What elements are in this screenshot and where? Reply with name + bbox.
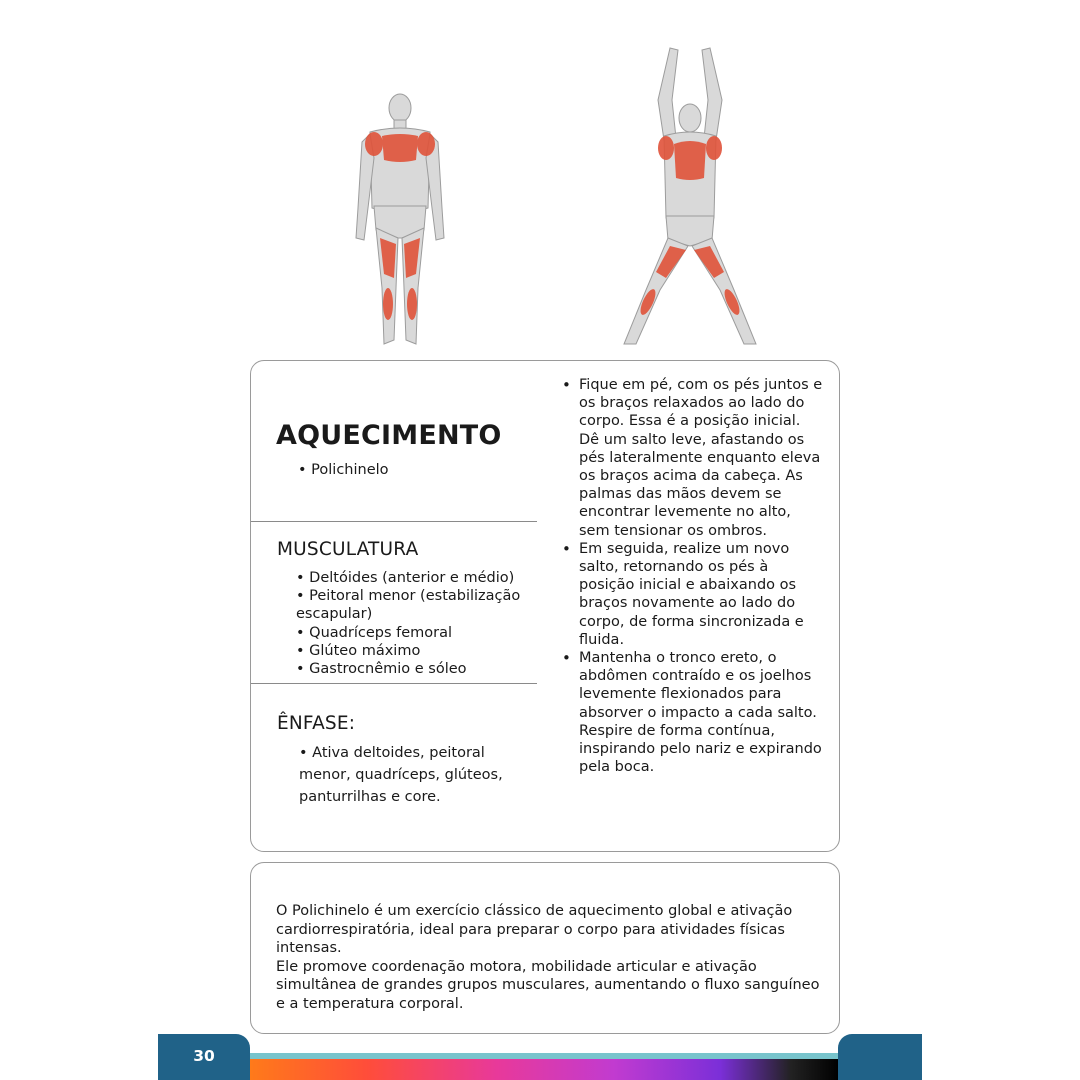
- muscle-list: [294, 569, 534, 678]
- instruction-item: • Em seguida, realize um novo salto, retornando os pés à posição inicial e abaixando os braços novamente ao lado do corpo, de forma sincronizada e fluida.: [562, 540, 824, 649]
- muscle-item: • Quadríceps femoral: [296, 624, 453, 641]
- divider-top: [251, 521, 537, 522]
- muscle-item: • Glúteo máximo: [296, 642, 421, 659]
- standing-figure-illustration: [340, 88, 460, 352]
- musculatura-heading: MUSCULATURA: [277, 539, 419, 560]
- page-number: 30: [193, 1047, 215, 1065]
- muscle-item: • Peitoral menor (estabilização escapular): [296, 588, 521, 623]
- section-title: AQUECIMENTO: [276, 420, 502, 451]
- exercise-name: • Polichinelo: [298, 462, 389, 478]
- enfase-heading: ÊNFASE:: [277, 713, 356, 734]
- footer-gradient-band: [250, 1059, 838, 1080]
- instruction-item: • Mantenha o tronco ereto, o abdômen contraído e os joelhos levemente flexionados para absorver o impacto a cada salto. Respire de forma contínua, inspirando pelo nariz e expirando pela boca.: [562, 649, 824, 776]
- divider-bottom: [251, 683, 537, 684]
- muscle-item: • Gastrocnêmio e sóleo: [296, 661, 467, 678]
- instruction-item: • Fique em pé, com os pés juntos e os braços relaxados ao lado do corpo. Essa é a posição inicial. Dê um salto leve, afastando os pés lateralmente enquanto eleva os braços acima da cabeça. As palmas das mãos devem se encontrar levemente no alto, sem tensionar os ombros.: [562, 376, 824, 540]
- jumping-figure-illustration: [600, 40, 780, 352]
- instruction-list: [562, 376, 824, 776]
- enfase-text: • Ativa deltoides, peitoral menor, quadríceps, glúteos, panturrilhas e core.: [299, 745, 503, 805]
- footer-right-tab: [838, 1034, 922, 1080]
- muscle-item: • Deltóides (anterior e médio): [296, 570, 515, 586]
- exercise-description: O Polichinelo é um exercício clássico de aquecimento global e ativação cardiorrespiratória, ideal para preparar o corpo para atividades físicas intensas. Ele promove coordenação motora, mobilidade articular e ativação simultânea de grandes grupos musculares, aumentando o fluxo sanguíneo e a temperatura corporal.: [276, 903, 820, 1012]
